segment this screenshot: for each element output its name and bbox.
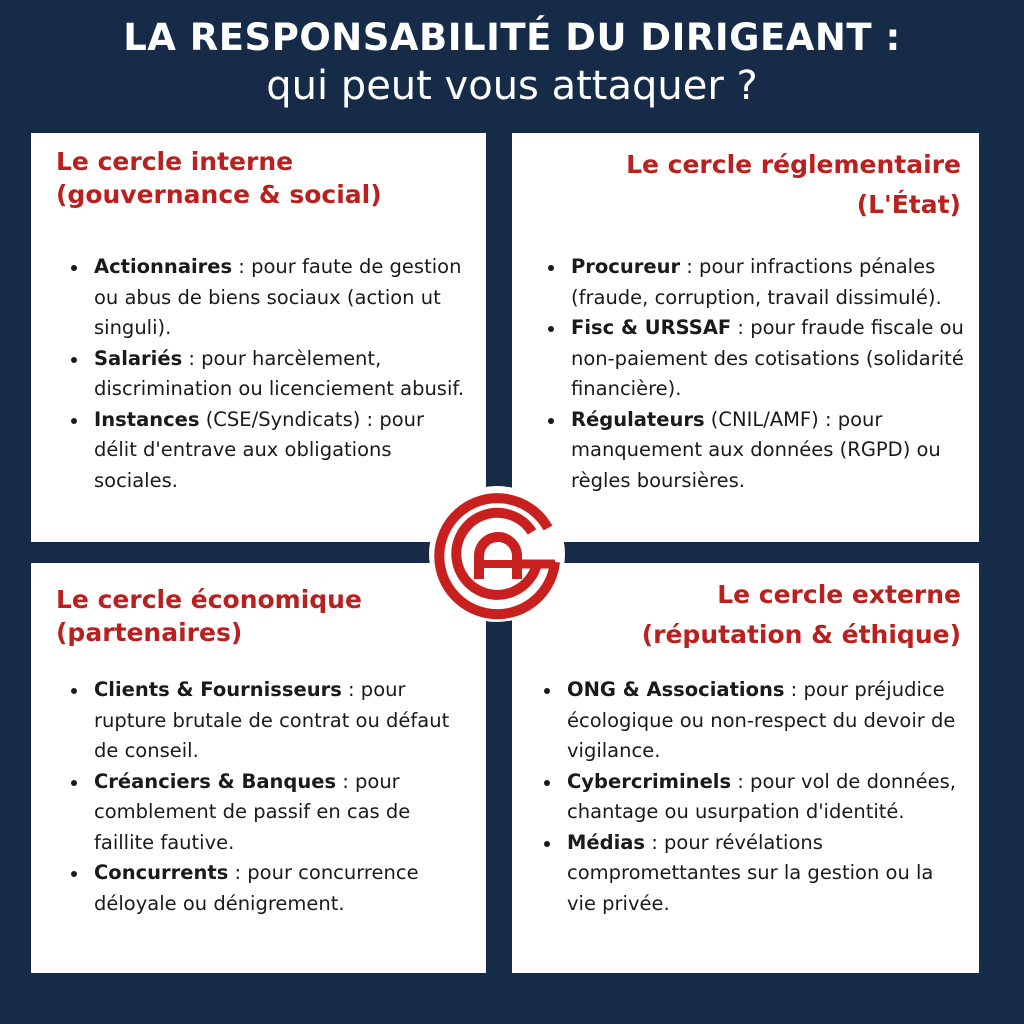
item-label: Créanciers & Banques [94, 769, 337, 793]
list-item [71, 344, 471, 405]
bullet-list [548, 252, 968, 496]
item-text: (CNIL/AMF) : pour manquement aux données (RGPD) ou règles boursières. [571, 407, 941, 492]
card-title [642, 575, 961, 655]
list-item [544, 767, 964, 828]
item-text: : pour préjudice écologique ou non-respect du devoir de vigilance. [567, 678, 956, 762]
card-title-line: (gouvernance & social) [56, 180, 382, 209]
page-title: LA RESPONSABILITÉ DU DIRIGEANT : [123, 16, 901, 59]
card-title-line: Le cercle économique [56, 585, 362, 614]
item-label: Clients & Fournisseurs [94, 678, 342, 701]
item-text: : pour fraude fiscale ou non-paiement des cotisations (solidarité financière). [571, 316, 964, 400]
list-item [71, 675, 471, 767]
card-title-line: Le cercle externe [717, 580, 961, 609]
ca-logo-icon [427, 484, 567, 624]
item-label: Fisc & URSSAF [571, 316, 732, 339]
ca-logo-svg [427, 484, 567, 624]
list-item [548, 252, 968, 313]
card-title [56, 583, 362, 649]
page-subtitle: qui peut vous attaquer ? [266, 63, 758, 109]
item-label: Procureur [571, 255, 681, 278]
item-label: Concurrents [94, 861, 229, 884]
bullet-list [71, 675, 471, 919]
card-title [56, 145, 382, 211]
list-item [71, 405, 471, 497]
item-label: Actionnaires [94, 255, 233, 278]
card-regulatory-circle [512, 133, 979, 542]
card-title-line: Le cercle interne [56, 147, 294, 176]
item-label: Cybercriminels [567, 769, 732, 793]
list-item [548, 405, 968, 497]
item-text: (CSE/Syndicats) : pour délit d'entrave aux obligations sociales. [94, 407, 424, 492]
item-text: : pour rupture brutale de contrat ou défaut de conseil. [94, 678, 450, 762]
item-text: : pour infractions pénales (fraude, corruption, travail dissimulé). [571, 255, 942, 309]
card-title-line: (L'État) [856, 190, 961, 219]
card-internal-circle [31, 133, 486, 542]
card-title-line: (réputation & éthique) [641, 620, 961, 649]
list-item [548, 313, 968, 405]
item-label: Salariés [94, 346, 183, 370]
list-item [71, 252, 471, 344]
item-text: : pour comblement de passif en cas de faillite fautive. [94, 769, 411, 854]
item-label: Régulateurs [571, 407, 705, 431]
item-label: ONG & Associations [567, 678, 785, 701]
item-label: Instances [94, 407, 200, 431]
card-title [626, 145, 961, 225]
list-item [544, 828, 964, 920]
bullet-list [71, 252, 471, 496]
list-item [544, 675, 964, 767]
item-text: : pour faute de gestion ou abus de biens sociaux (action ut singuli). [94, 255, 462, 339]
item-text: : pour concurrence déloyale ou dénigrement. [94, 861, 419, 915]
list-item [71, 767, 471, 859]
card-title-line: Le cercle réglementaire [626, 150, 961, 179]
item-text: : pour harcèlement, discrimination ou licenciement abusif. [94, 346, 465, 400]
item-text: : pour vol de données, chantage ou usurpation d'identité. [567, 769, 956, 823]
bullet-list [544, 675, 964, 919]
card-title-line: (partenaires) [56, 618, 243, 647]
header [0, 14, 1024, 110]
list-item [71, 858, 471, 919]
logo-background [429, 486, 565, 622]
item-text: : pour révélations compromettantes sur la gestion ou la vie privée. [567, 830, 934, 915]
card-external-circle [512, 563, 979, 973]
item-label: Médias [567, 830, 646, 854]
card-economic-circle [31, 563, 486, 973]
